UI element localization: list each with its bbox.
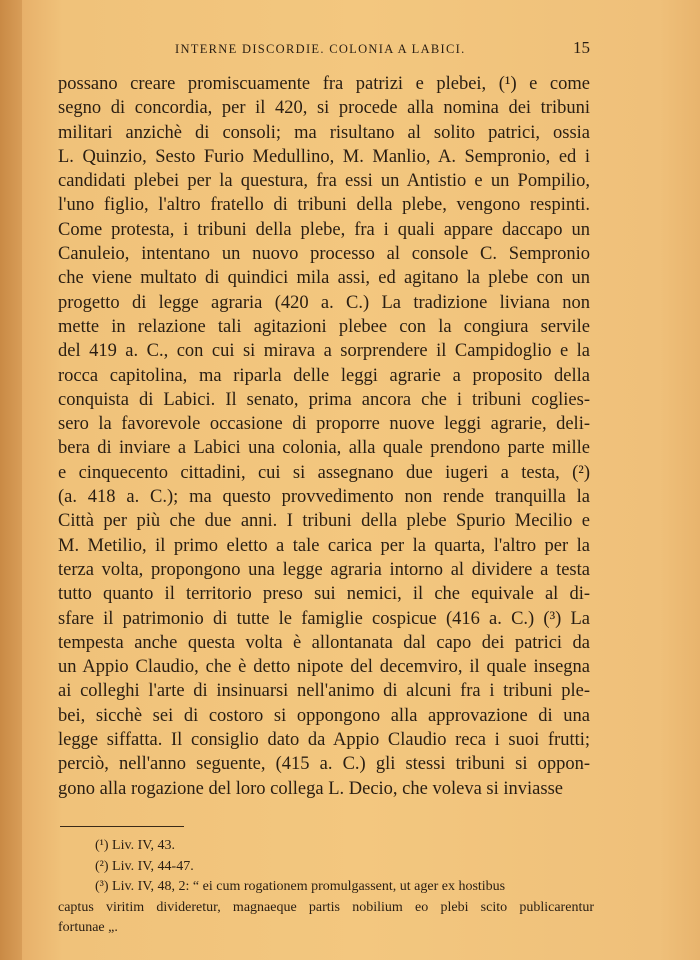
text-line: sfare il patrimonio di tutte le famiglie cospicue (416 a. C.) (³) La <box>58 608 590 629</box>
text-line: rocca capitolina, ma riparla delle leggi agrarie a proposito della <box>58 365 590 386</box>
text-line: legge siffatta. Il consiglio dato da Appio Claudio reca i suoi frutti; <box>58 730 590 751</box>
text-line: Come protesta, i tribuni della plebe, fra i quali appare daccapo un <box>58 219 590 240</box>
text-line: tempesta anche questa volta è allontanata dal capo dei patrici da <box>58 632 590 653</box>
footnote-3 <box>58 877 594 898</box>
text-line: mette in relazione tali agitazioni plebee con la congiura servile <box>58 316 590 337</box>
page-header <box>175 38 590 58</box>
footnote-1 <box>58 836 594 857</box>
footnote-2 <box>58 857 594 878</box>
text-line: Canuleio, intentano un nuovo processo al console C. Sempronio <box>58 244 590 265</box>
text-line: perciò, nell'anno seguente, (415 a. C.) gli stessi tribuni si oppon- <box>58 754 590 775</box>
text-line: M. Metilio, il primo eletto a tale carica per la quarta, l'altro per la <box>58 535 590 556</box>
footnote-text: Liv. IV, 44-47. <box>112 858 194 874</box>
text-line: terza volta, propongono una legge agraria intorno al dividere a testa <box>58 559 590 580</box>
text-line: segno di concordia, per il 420, si procede alla nomina dei tribuni <box>58 98 590 119</box>
footnote-marker: (¹) <box>95 838 109 853</box>
text-line: sero la favorevole occasione di proporre nuove leggi agrarie, deli- <box>58 414 590 435</box>
text-line: che viene multato di quindici mila assi, ed agitano la plebe con un <box>58 268 590 289</box>
footnote-separator <box>60 826 184 827</box>
footnote-text: Liv. IV, 43. <box>112 838 176 853</box>
text-line: progetto di legge agraria (420 a. C.) La tradizione liviana non <box>58 292 590 313</box>
footnote-marker: (²) <box>95 858 109 874</box>
text-line: militari anzichè di consoli; ma risultano al solito patrici, ossia <box>58 122 590 143</box>
text-line: L. Quinzio, Sesto Furio Medullino, M. Manlio, A. Sempronio, ed i <box>58 146 590 167</box>
page-binding-edge <box>0 0 22 960</box>
text-line: gono alla rogazione del loro collega L. Decio, che voleva si inviasse <box>58 778 563 799</box>
text-line: un Appio Claudio, che è detto nipote del decemviro, il quale insegna <box>58 657 590 678</box>
text-line: bei, sicchè sei di costoro si oppongono alla approvazione di una <box>58 705 590 726</box>
text-line: tutto quanto il territorio preso sui nemici, il che equivale al di- <box>58 584 590 605</box>
footnote-text: Liv. IV, 48, 2: “ ei cum rogationem promulgassent, ut ager ex hostibus <box>112 879 506 894</box>
text-line: e cinquecento cittadini, cui si assegnano due iugeri a testa, (²) <box>58 462 590 483</box>
text-line: del 419 a. C., con cui si mirava a sorprendere il Campidoglio e la <box>58 341 590 362</box>
text-line: candidati plebei per la questura, fra essi un Antistio e un Pompilio, <box>58 171 590 192</box>
text-line: (a. 418 a. C.); ma questo provvedimento non rende tranquilla la <box>58 487 590 508</box>
footnotes <box>58 836 594 939</box>
text-line: l'uno figlio, l'altro fratello di tribuni della plebe, vengono respinti. <box>58 195 590 216</box>
running-title: INTERNE DISCORDIE. COLONIA A LABICI. <box>175 42 466 56</box>
footnote-continuation-line: fortunae „. <box>58 920 118 935</box>
text-line: bera di inviare a Labici una colonia, alla quale prendono parte mille <box>58 438 590 459</box>
text-line: possano creare promiscuamente fra patrizi e plebei, (¹) e come <box>58 74 590 94</box>
text-line: conquista di Labici. Il senato, prima ancora che i tribuni coglies- <box>58 389 590 410</box>
footnote-continuation-line: captus viritim divideretur, magnaeque partis nobilium eo plebi scito publicarentur <box>58 899 594 915</box>
main-text <box>58 72 590 801</box>
footnote-marker: (³) <box>95 879 109 894</box>
text-line: Città per più che due anni. I tribuni della plebe Spurio Mecilio e <box>58 511 590 532</box>
text-line: ai colleghi l'arte di insinuarsi nell'animo di alcuni fra i tribuni ple- <box>58 681 590 702</box>
page-number: 15 <box>573 38 590 57</box>
